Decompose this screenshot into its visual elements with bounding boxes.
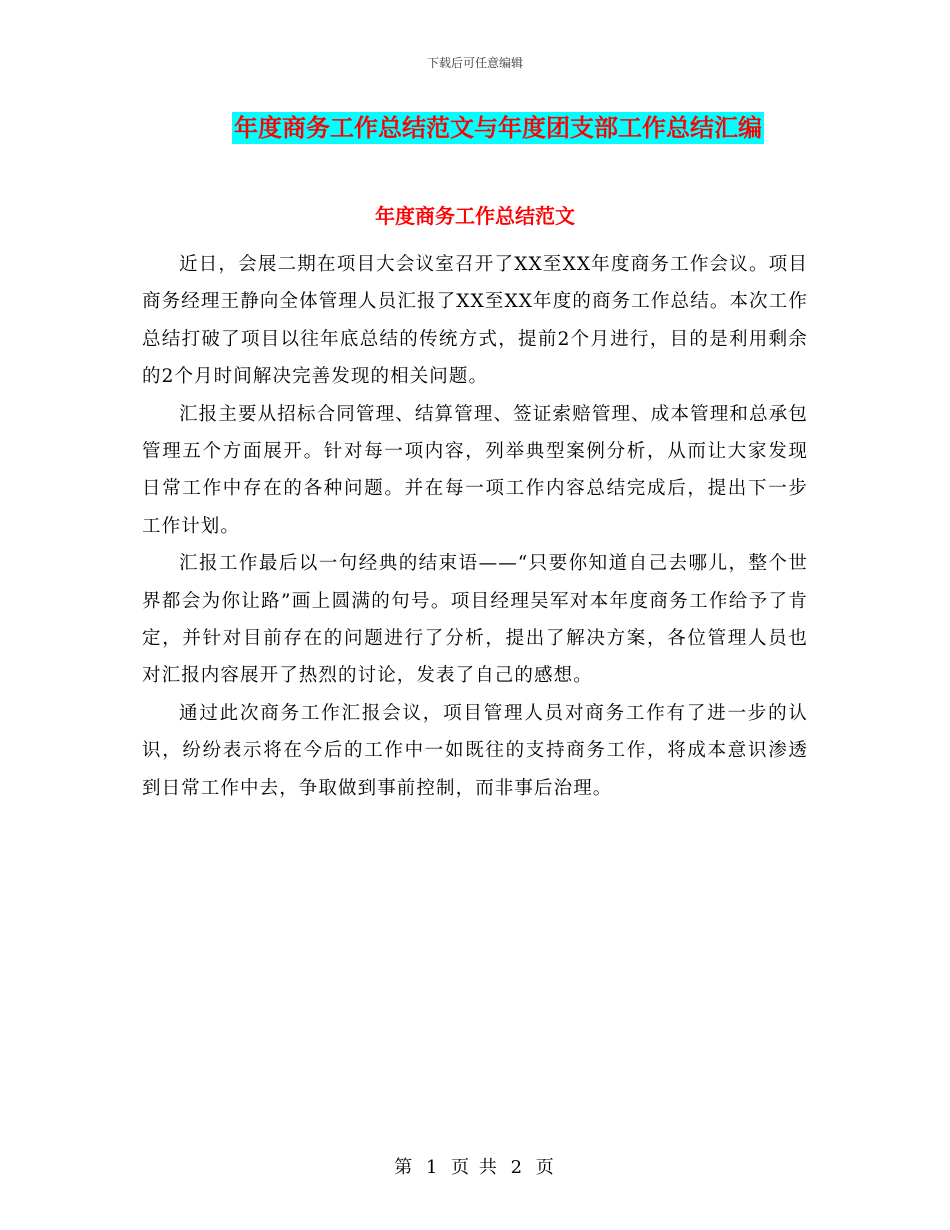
footer-middle: 页 共	[451, 1157, 499, 1178]
main-title: 年度商务工作总结范文与年度团支部工作总结汇编	[234, 114, 762, 142]
footer-prefix: 第	[394, 1157, 415, 1178]
section-title: 年度商务工作总结范文	[375, 204, 575, 228]
page-footer	[0, 1153, 950, 1179]
paragraph-2: 汇报主要从招标合同管理、结算管理、签证索赔管理、成本管理和总承包管理五个方面展开。针对每一项内容，列举典型案例分析，从而让大家发现日常工作中存在的各种问题。并在每一项工作内容总结完成后，提出下一步工作计划。	[142, 403, 808, 537]
paragraph-3: 汇报工作最后以一句经典的结束语——“只要你知道自己去哪儿，整个世界都会为你让路”画上圆满的句号。项目经理吴军对本年度商务工作给予了肯定，并针对目前存在的问题进行了分析，提出了解决方案，各位管理人员也对汇报内容展开了热烈的讨论，发表了自己的感想。	[142, 553, 808, 687]
footer-suffix: 页	[535, 1157, 556, 1178]
header-note: 下载后可任意编辑	[426, 56, 523, 70]
main-title-container	[0, 112, 950, 144]
paragraph-4: 通过此次商务工作汇报会议，项目管理人员对商务工作有了进一步的认识，纷纷表示将在今后的工作中一如既往的支持商务工作，将成本意识渗透到日常工作中去，争取做到事前控制，而非事后治理。	[142, 702, 808, 799]
body-text	[142, 246, 808, 807]
footer-total-pages: 2	[510, 1157, 525, 1178]
paragraph-1: 近日，会展二期在项目大会议室召开了XX至XX年度商务工作会议。项目商务经理王静向全体管理人员汇报了XX至XX年度的商务工作总结。本次工作总结打破了项目以往年底总结的传统方式，提前2个月进行，目的是利用剩余的2个月时间解决完善发现的相关问题。	[142, 254, 808, 388]
footer-current-page: 1	[425, 1157, 440, 1178]
